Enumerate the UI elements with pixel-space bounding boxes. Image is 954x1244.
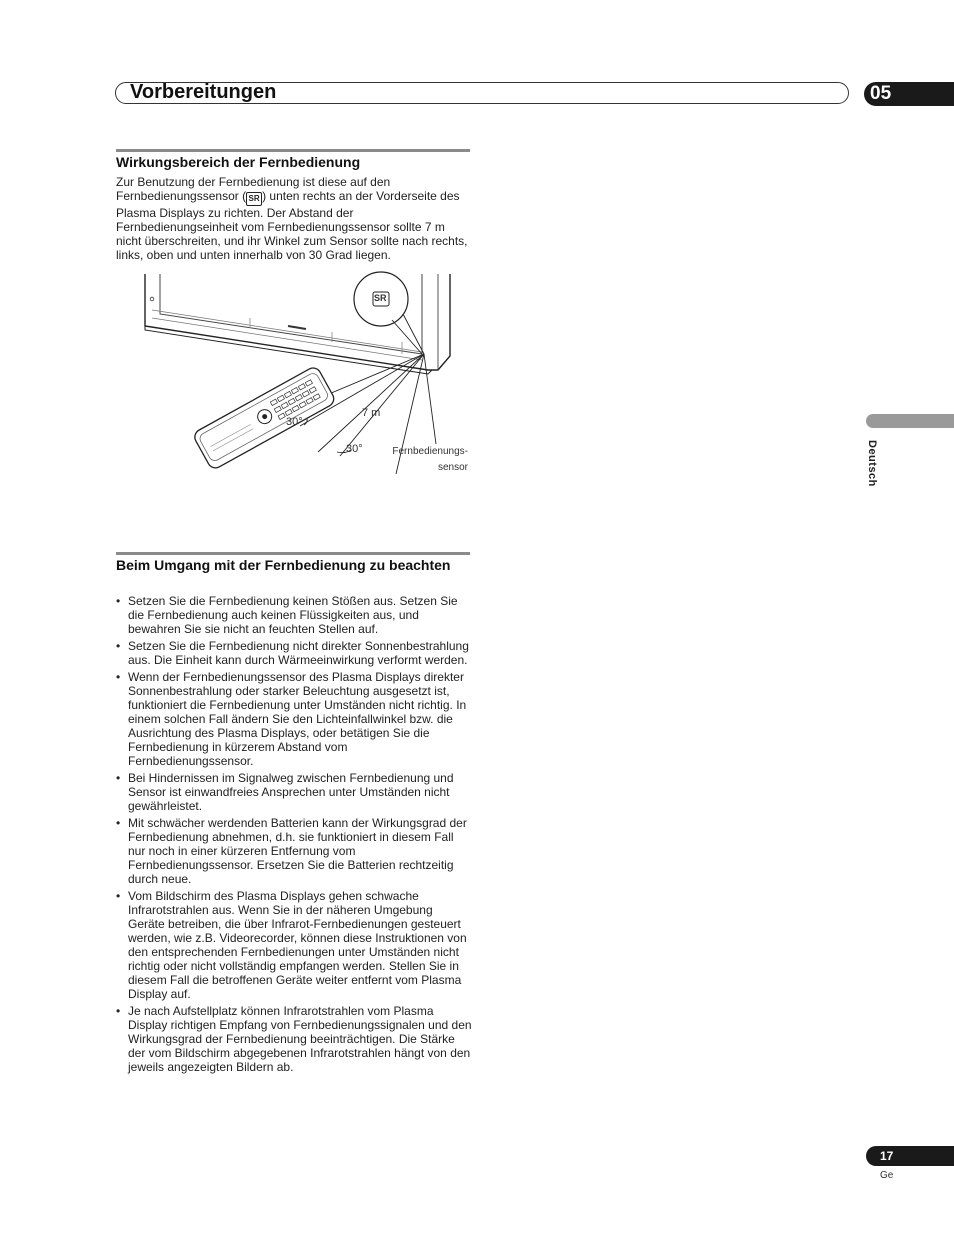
angle-label-lower: 30° [346, 443, 363, 455]
list-item: • Je nach Aufstellplatz können Infrarotstrahlen vom Plasma Display richtigen Empfang von Fernbedienungssignalen und den Wirkungsgrad der Fernbedienung beeinträchtigen. Die Stärke der vom Bildschirm abgegebenen Infrarotstrahlen hängt von den jeweils angezeigten Bildern ab. [116, 1004, 472, 1074]
sensor-caption-line2: sensor [437, 462, 468, 473]
distance-label: 7 m [362, 407, 381, 419]
chapter-title: Vorbereitungen [130, 81, 277, 103]
list-item: • Mit schwächer werdenden Batterien kann der Wirkungsgrad der Fernbedienung abnehmen, d.h. sie funktioniert in diesem Fall nur noch in einer kürzeren Entfernung vom Fernbedienungssensor. Ersetzen Sie die Batterien rechtzeitig durch neue. [116, 816, 472, 886]
remote-range-illustration [140, 268, 475, 536]
page-number-badge: 17 [866, 1146, 954, 1166]
list-item: • Vom Bildschirm des Plasma Displays gehen schwache Infrarotstrahlen aus. Wenn Sie in der näheren Umgebung Geräte betreiben, die über Infrarot-Fernbedienungen gesteuert werden, wie z.B. Videorecorder, können diese Instruktionen von den entsprechenden Fernbedienungen unter Umständen nicht richtig oder nicht vollständig empfangen werden. Stellen Sie in diesem Fall die betroffenen Geräte weiter entfernt vom Plasma Display auf. [116, 889, 472, 1001]
language-side-tab [866, 414, 954, 428]
sensor-symbol-icon: SR [246, 192, 262, 206]
language-side-label: Deutsch [866, 440, 878, 487]
remote-control-drawing [192, 365, 337, 471]
list-item: • Setzen Sie die Fernbedienung keinen Stößen aus. Setzen Sie die Fernbedienung auch keinen Flüssigkeiten aus, und bewahren Sie sie nicht an feuchten Stellen auf. [116, 594, 472, 636]
list-item: • Wenn der Fernbedienungssensor des Plasma Displays direkter Sonnenbestrahlung oder starker Beleuchtung ausgesetzt ist, funktioniert die Fernbedienung unter Umständen nicht richtig. In einem solchen Fall ändern Sie den Lichteinfallwinkel bzw. die Ausrichtung des Plasma Displays, oder betätigen Sie die Fernbedienung in kürzerem Abstand vom Fernbedienungssensor. [116, 670, 472, 768]
section-heading-handling: Beim Umgang mit der Fernbedienung zu beachten [116, 557, 451, 573]
list-item: • Setzen Sie die Fernbedienung nicht direkter Sonnenbestrahlung aus. Die Einheit kann durch Wärmeeinwirkung verformt werden. [116, 639, 472, 667]
section-heading-range: Wirkungsbereich der Fernbedienung [116, 154, 361, 170]
chapter-number-badge: 05 [864, 82, 954, 106]
remote-range-figure [140, 268, 475, 536]
section-rule [116, 149, 470, 152]
handling-bullet-list [116, 594, 472, 1077]
sensor-caption-line1: Fernbedienungs- [392, 446, 468, 457]
list-item: • Bei Hindernissen im Signalweg zwischen Fernbedienung und Sensor ist einwandfreies Ansprechen unter Umständen nicht gewährleistet. [116, 771, 472, 813]
page-language-code: Ge [880, 1170, 894, 1181]
range-text-part2: ) unten rechts an der Vorderseite des Plasma Displays zu richten. Der Abstand der Fernbedienungseinheit vom Fernbedienungssensor sollte 7 m nicht überschreiten, und ihr Winkel zum Sensor sollte nach rechts, links, oben und unten innerhalb von 30 Grad liegen. [116, 189, 468, 262]
range-text-part1: Zur Benutzung der Fernbedienung ist diese auf den Fernbedienungssensor ( [116, 175, 391, 203]
section-rule [116, 552, 470, 555]
callout-sensor-symbol: SR [374, 293, 387, 303]
range-paragraph [116, 175, 472, 262]
chapter-header-bar [115, 82, 849, 104]
angle-label-upper: 30° [286, 416, 303, 428]
sensor-callout [354, 272, 424, 354]
sensor-caption [380, 444, 468, 476]
